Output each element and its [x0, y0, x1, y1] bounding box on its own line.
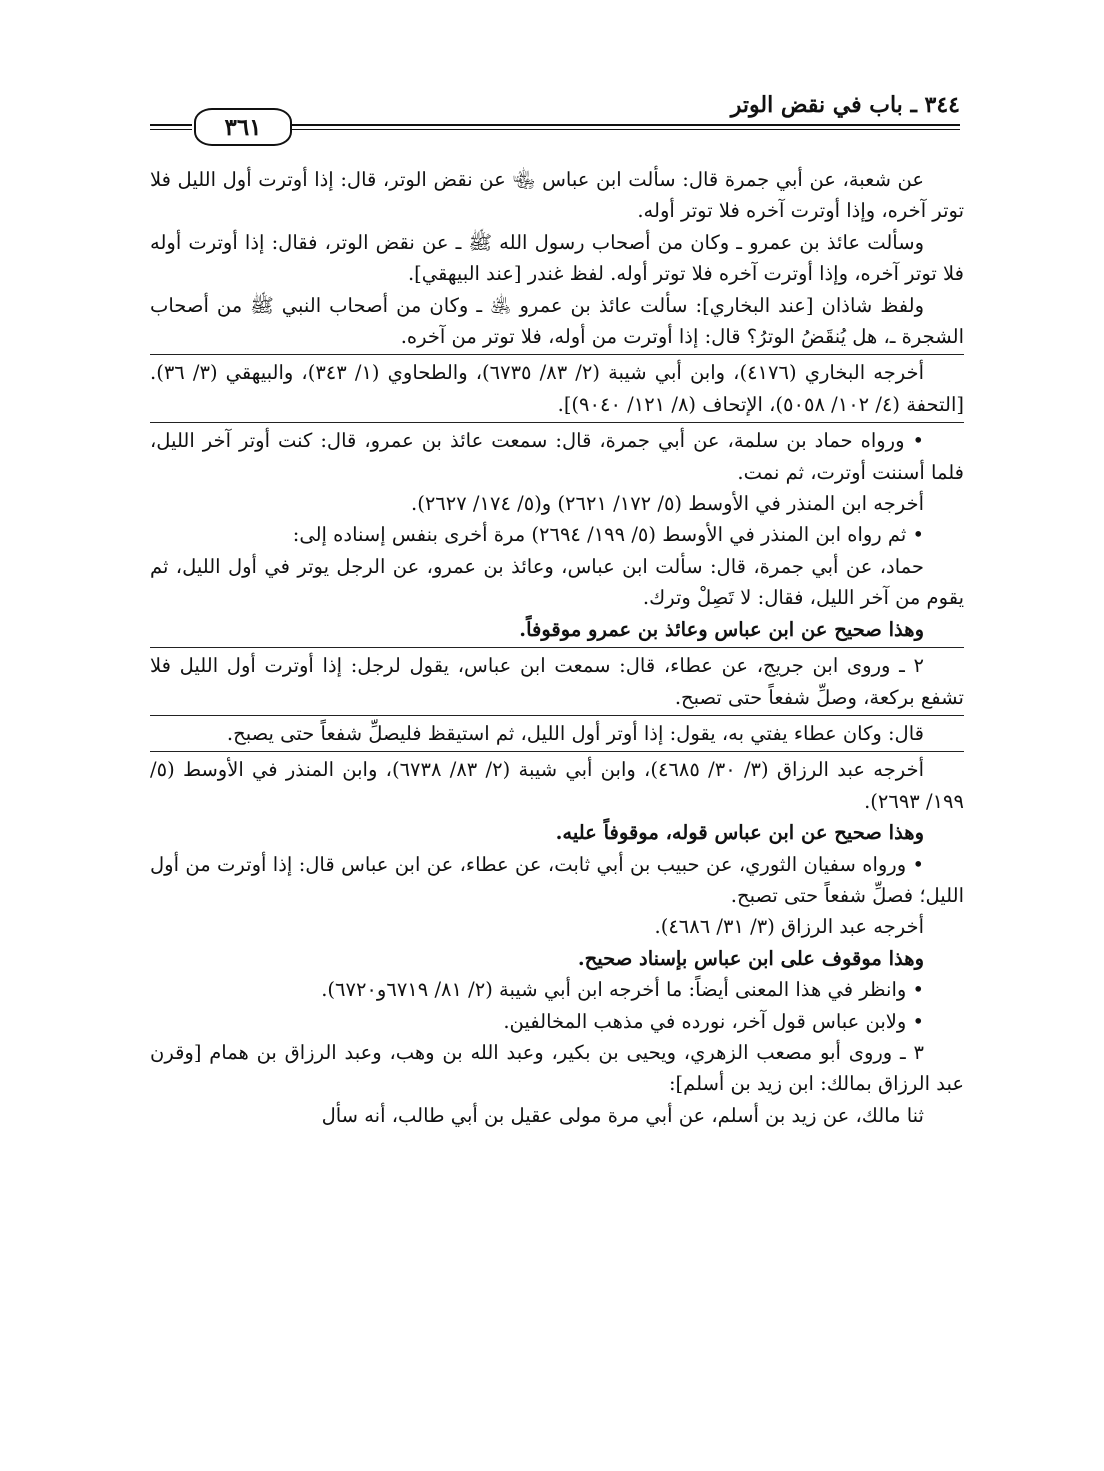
paragraph: • ولابن عباس قول آخر، نورده في مذهب المخالفين.	[503, 1009, 924, 1033]
citation-paragraph: أخرجه ابن المنذر في الأوسط (٥/ ١٧٢/ ٢٦٢١) و(٥/ ١٧٤/ ٢٦٢٧).	[411, 492, 924, 516]
chapter-title: ٣٤٤ ـ باب في نقض الوتر	[730, 92, 960, 118]
ruling-paragraph: وهذا موقوف على ابن عباس بإسناد صحيح.	[577, 946, 924, 970]
page-number-frame	[194, 108, 292, 146]
paragraph: ٣ ـ وروى أبو مصعب الزهري، ويحيى بن بكير، وعبد الله بن وهب، وعبد الرزاق بن همام [وقرن عبد الرزاق بمالك: ابن زيد بن أسلم]:	[150, 1040, 964, 1096]
paragraph: ثنا مالك، عن زيد بن أسلم، عن أبي مرة مولى عقيل بن أبي طالب، أنه سأل	[321, 1103, 924, 1127]
paragraph: عن شعبة، عن أبي جمرة قال: سألت ابن عباس ﵄ عن نقض الوتر، قال: إذا أوترت أول الليل فلا توتر آخره، وإذا أوترت آخره فلا توتر أوله.	[150, 168, 964, 223]
paragraph: • ثم رواه ابن المنذر في الأوسط (٥/ ١٩٩/ ٢٦٩٤) مرة أخرى بنفس إسناده إلى:	[292, 523, 924, 547]
paragraph: • ورواه حماد بن سلمة، عن أبي جمرة، قال: سمعت عائذ بن عمرو، قال: كنت أوتر آخر الليل، فلما أسننت أوترت، ثم نمت.	[150, 429, 964, 484]
header-rule	[290, 124, 960, 130]
header-rule-left	[150, 124, 192, 130]
divider	[150, 647, 964, 648]
paragraph: وسألت عائذ بن عمرو ـ وكان من أصحاب رسول الله ﷺ ـ عن نقض الوتر، فقال: إذا أوترت أوله فلا توتر آخره، وإذا أوترت آخره فلا توتر أوله. لفظ غندر [عند البيهقي].	[150, 230, 964, 286]
text-body	[150, 164, 964, 1131]
divider	[150, 715, 964, 716]
ruling-paragraph: وهذا صحيح عن ابن عباس قوله، موقوفاً عليه.	[555, 821, 924, 845]
paragraph: • وانظر في هذا المعنى أيضاً: ما أخرجه ابن أبي شيبة (٢/ ٨١/ ٦٧١٩و٦٧٢٠).	[321, 978, 924, 1002]
paragraph: قال: وكان عطاء يفتي به، يقول: إذا أوتر أول الليل، ثم استيقظ فليصلِّ شفعاً حتى يصبح.	[226, 721, 924, 745]
paragraph: ٢ ـ وروى ابن جريج، عن عطاء، قال: سمعت ابن عباس، يقول لرجل: إذا أوترت أول الليل فلا تشفع بركعة، وصلِّ شفعاً حتى تصبح.	[150, 654, 964, 709]
citation-paragraph: أخرجه عبد الرزاق (٣/ ٣١/ ٤٦٨٦).	[654, 915, 924, 939]
citation-paragraph: أخرجه عبد الرزاق (٣/ ٣٠/ ٤٦٨٥)، وابن أبي شيبة (٢/ ٨٣/ ٦٧٣٨)، وابن المنذر في الأوسط (٥/ ١٩٩/ ٢٦٩٣).	[150, 758, 964, 813]
divider	[150, 354, 964, 355]
paragraph: ولفظ شاذان [عند البخاري]: سألت عائذ بن عمرو ﵁ ـ وكان من أصحاب النبي ﷺ من أصحاب الشجرة ـ، هل يُنقَضُ الوترُ؟ قال: إذا أوترت من أوله، فلا توتر من آخره.	[150, 293, 964, 349]
paragraph: • ورواه سفيان الثوري، عن حبيب بن أبي ثابت، عن عطاء، عن ابن عباس قال: إذا أوترت من أول الليل؛ فصلِّ شفعاً حتى تصبح.	[150, 852, 964, 907]
citation-paragraph: أخرجه البخاري (٤١٧٦)، وابن أبي شيبة (٢/ ٨٣/ ٦٧٣٥)، والطحاوي (١/ ٣٤٣)، والبيهقي (٣/ ٣٦). [التحفة (٤/ ١٠٢/ ٥٠٥٨)، الإتحاف (٨/ ١٢١/ ٩٠٤٠)].	[150, 361, 964, 416]
paragraph: حماد، عن أبي جمرة، قال: سألت ابن عباس، وعائذ بن عمرو، عن الرجل يوتر في أول الليل، ثم يقوم من آخر الليل، فقال: لا تَصِلْ وترك.	[150, 554, 964, 610]
ruling-paragraph: وهذا صحيح عن ابن عباس وعائذ بن عمرو موقوفاً.	[519, 617, 924, 641]
page-number: ٣٦١	[224, 113, 262, 141]
page-header	[150, 86, 960, 152]
divider	[150, 751, 964, 752]
divider	[150, 422, 964, 423]
